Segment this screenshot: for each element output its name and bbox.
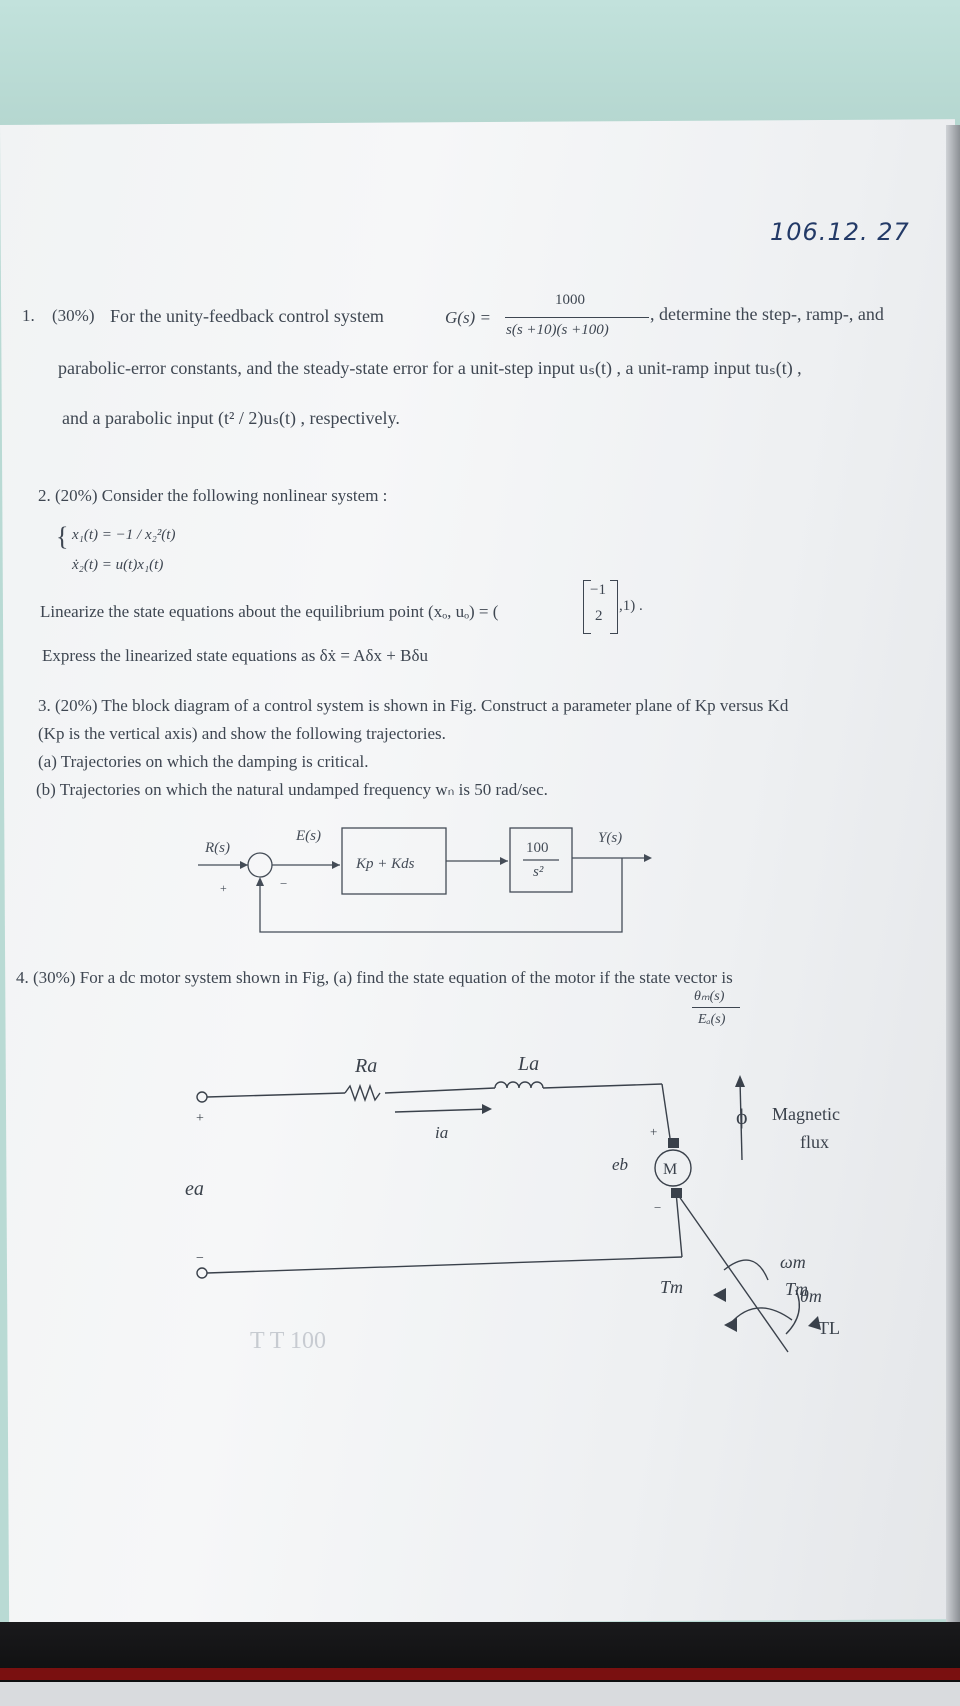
controller-label: Kp + Kds — [356, 856, 415, 872]
motor-label: M — [663, 1161, 678, 1178]
motor-brush-top — [668, 1138, 679, 1148]
q1-line2: parabolic-error constants, and the steady-state error for a unit-step input uₛ(t) , a unit-ramp input tuₛ(t) , — [58, 358, 802, 378]
q1-denominator: s(s +10)(s +100) — [506, 322, 609, 338]
q2-header: 2. (20%) Consider the following nonlinear system : — [38, 486, 388, 505]
theta-m-label: θm — [800, 1286, 822, 1306]
ra-label: Ra — [355, 1055, 378, 1077]
wire-top-middle — [385, 1088, 495, 1093]
tm-label-left: Tm — [660, 1277, 684, 1297]
wire-top-right — [543, 1084, 662, 1088]
wire-to-motor — [662, 1084, 670, 1138]
tm-label: Tm — [785, 1279, 809, 1299]
e-label: E(s) — [296, 828, 321, 844]
q2-vector-top: −1 — [590, 582, 606, 598]
wire-bottom — [207, 1257, 682, 1273]
wire-from-motor — [676, 1192, 682, 1257]
q2-eq1: x₁(t) = −1 / x₂²(t) — [72, 527, 176, 543]
inductor-la — [495, 1082, 543, 1088]
terminal-minus — [197, 1268, 207, 1278]
r-label: R(s) — [205, 840, 230, 856]
background-red-stripe — [0, 1668, 960, 1680]
motor-brush-bottom — [671, 1188, 682, 1198]
wire-top-left — [207, 1093, 345, 1097]
q2-brace: { — [56, 522, 69, 551]
torque-arc-lower — [730, 1308, 792, 1324]
handwritten-date: 106.12. 27 — [770, 218, 910, 246]
ia-label: ia — [435, 1123, 449, 1142]
q1-number: 1. — [22, 306, 35, 325]
q4-line1: 4. (30%) For a dc motor system shown in Fig, (a) find the state equation of the motor if the state vector is — [16, 968, 733, 987]
q1-line1: For the unity-feedback control system — [110, 306, 384, 326]
q2-express-text: Express the linearized state equations as δẋ = Aδx + Bδu — [42, 646, 428, 665]
lower-arrowhead — [724, 1318, 737, 1332]
minus-terminal-sign: − — [196, 1251, 204, 1266]
q4-tf-denominator: Eₐ(s) — [698, 1012, 726, 1027]
q2-vector-tail: ,1) . — [619, 598, 643, 614]
y-label: Y(s) — [598, 830, 623, 846]
q1-g-label: G(s) = — [445, 308, 491, 327]
resistor-ra — [345, 1086, 380, 1100]
q2-eq2: ẋ₂(t) = u(t)x₁(t) — [72, 557, 164, 573]
current-arrowhead — [482, 1104, 492, 1114]
q2-vector-bottom: 2 — [595, 608, 603, 624]
wm-label: ωm — [780, 1252, 806, 1272]
flux-arrowhead — [735, 1075, 745, 1087]
flux-symbol: ϕ — [736, 1104, 748, 1129]
terminal-plus — [197, 1092, 207, 1102]
q3-line4: (b) Trajectories on which the natural undamped frequency wₙ is 50 rad/sec. — [36, 780, 548, 799]
background-ruler-strip — [0, 1682, 960, 1706]
q3-line1: 3. (20%) The block diagram of a control system is shown in Fig. Construct a parameter plane of Kp versus Kd — [38, 696, 789, 715]
q1-weight: (30%) — [52, 306, 95, 325]
q1-line1-end: , determine the step-, ramp-, and — [650, 304, 884, 324]
ea-label: ea — [185, 1178, 204, 1200]
q1-numerator: 1000 — [555, 292, 585, 308]
q3-line3: (a) Trajectories on which the damping is critical. — [38, 752, 369, 771]
motor-minus-sign: − — [654, 1200, 662, 1215]
minus-sign: − — [280, 876, 288, 891]
bleed-through-text: T T 100 — [250, 1328, 327, 1354]
plus-terminal-sign: + — [196, 1111, 204, 1126]
eb-label: eb — [612, 1155, 629, 1174]
q3-line2: (Kp is the vertical axis) and show the following trajectories. — [38, 724, 446, 743]
motor-plus-sign: + — [650, 1124, 658, 1139]
current-arrow-line — [395, 1109, 490, 1112]
la-label: La — [518, 1053, 540, 1075]
plant-numerator: 100 — [526, 840, 549, 856]
q2-linearize-text: Linearize the state equations about the equilibrium point (xₒ, uₒ) = ( — [40, 602, 499, 621]
flux-label-1: Magnetic — [772, 1104, 840, 1124]
tl-label: TL — [818, 1318, 840, 1338]
tm-arrowhead — [713, 1288, 726, 1302]
q1-line3: and a parabolic input (t² / 2)uₛ(t) , respectively. — [62, 408, 400, 428]
q4-tf-numerator: θₘ(s) — [694, 989, 725, 1004]
plant-denominator: s² — [533, 864, 544, 880]
flux-label-2: flux — [800, 1132, 829, 1152]
plus-sign: + — [220, 881, 227, 895]
